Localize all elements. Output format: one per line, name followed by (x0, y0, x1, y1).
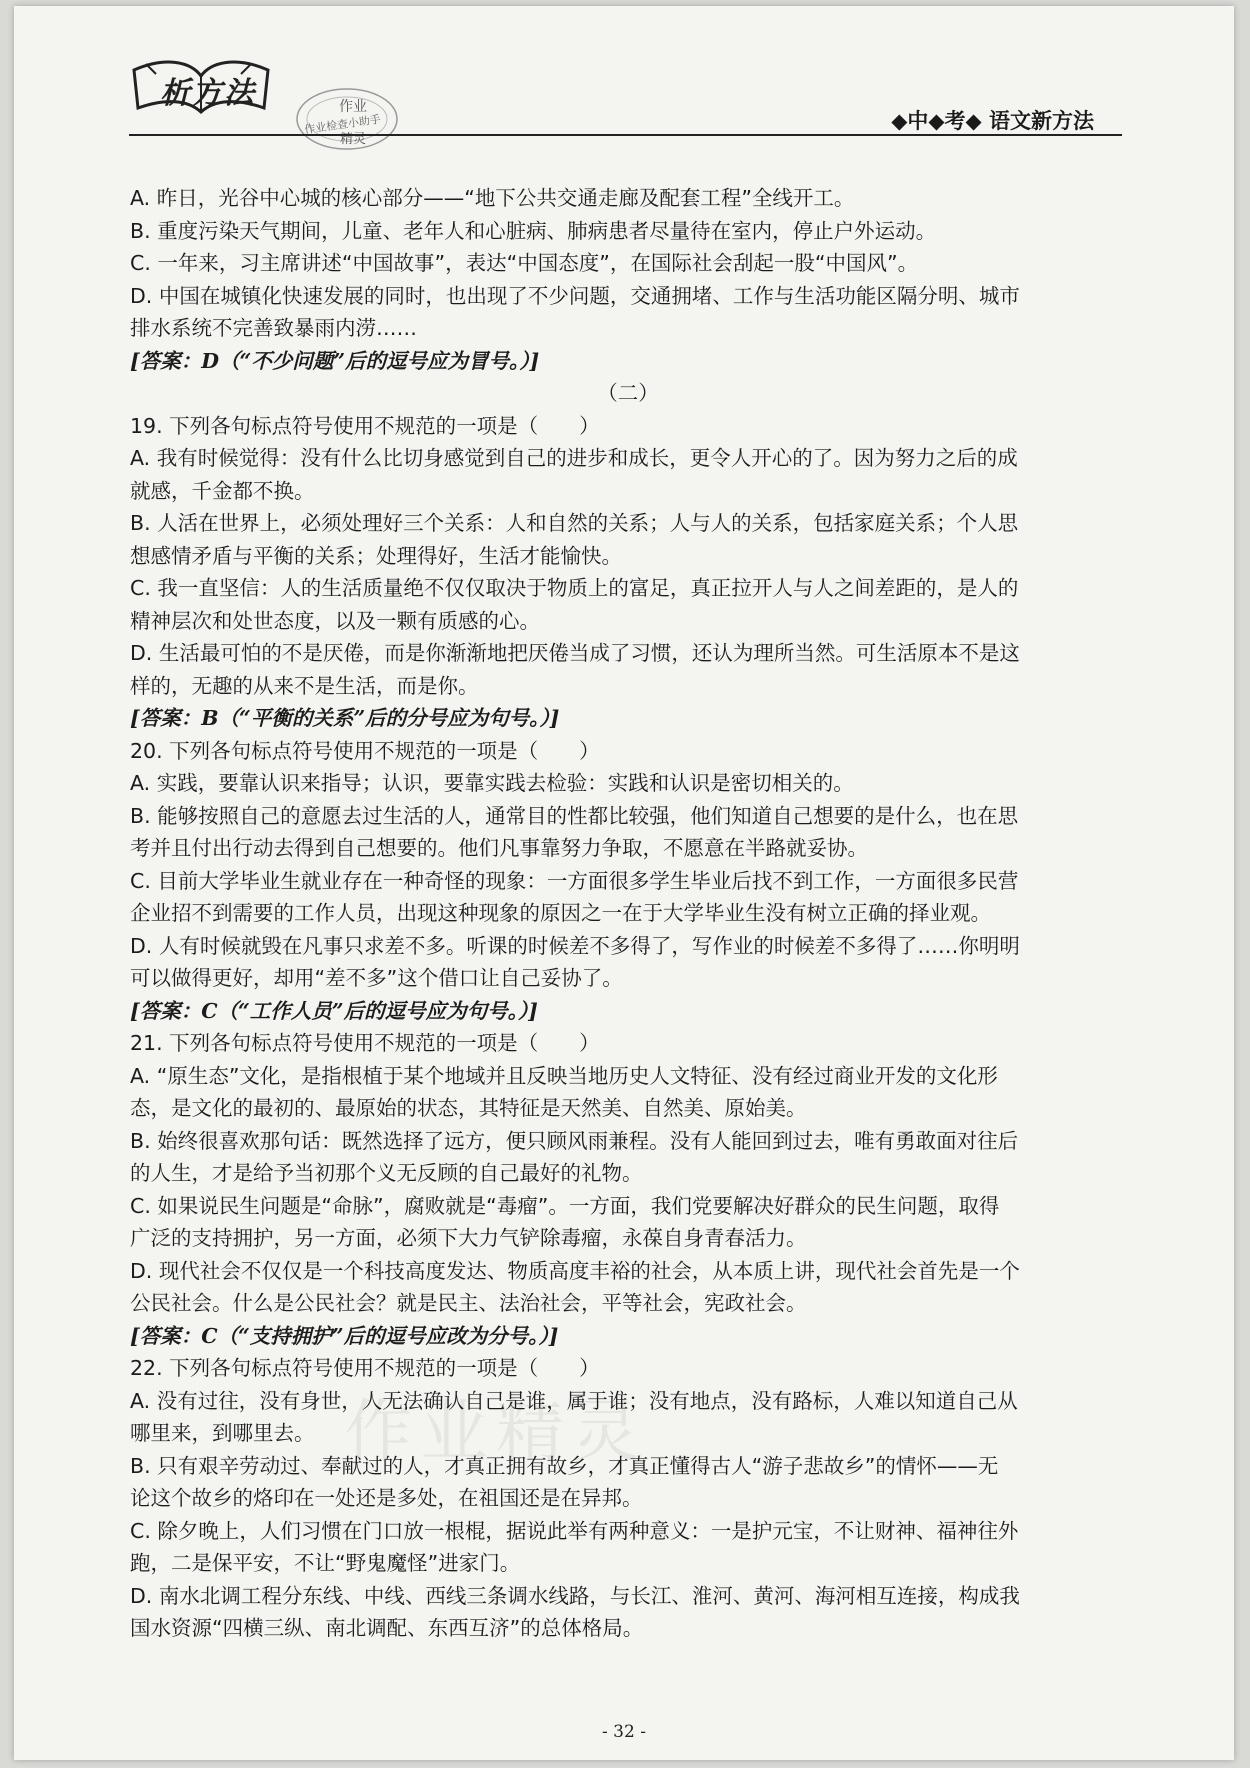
text-line: 的人生，才是给予当初那个义无反顾的自己最好的礼物。 (130, 1161, 643, 1185)
text-line: C. 如果说民生问题是“命脉”，腐败就是“毒瘤”。一方面，我们党要解决好群众的民生问题，取得 (130, 1193, 1000, 1218)
text-line: C. 除夕晚上，人们习惯在门口放一根棍，据说此举有两种意义：一是护元宝，不让财神、福神往外 (130, 1518, 1019, 1543)
text-line: 企业招不到需要的工作人员，出现这种现象的原因之一在于大学毕业生没有树立正确的择业观。 (130, 901, 991, 925)
text-line: 精神层次和处世态度，以及一颗有质感的心。 (130, 608, 540, 633)
text-line: A. 我有时候觉得：没有什么比切身感觉到自己的进步和成长，更令人开心的了。因为努力之后的成 (130, 446, 1018, 470)
answer-line: [答案：C（“工作人员”后的逗号应为句号。）] (130, 998, 538, 1023)
text-line: 论这个故乡的烙印在一处还是多处，在祖国还是在异邦。 (130, 1486, 643, 1510)
text-line: D. 中国在城镇化快速发展的同时，也出现了不少问题，交通拥堵、工作与生活功能区隔分明、城市 (130, 283, 1020, 308)
text-line: 国水资源“四横三纵、南北调配、东西互济”的总体格局。 (130, 1616, 644, 1640)
text-line: C. 我一直坚信：人的生活质量绝不仅仅取决于物质上的富足，真正拉开人与人之间差距的，是人的 (130, 576, 1019, 600)
text-line: A. 没有过往，没有身世，人无法确认自己是谁，属于谁；没有地点，没有路标，人难以知道自己从 (130, 1388, 1018, 1413)
stamp-side-text: 作业检查小助手 (303, 112, 382, 137)
logo-text: 析方法 (160, 76, 256, 111)
section-heading: （二） (597, 381, 659, 405)
text-line: D. 生活最可怕的不是厌倦，而是你渐渐地把厌倦当成了习惯，还认为理所当然。可生活原本不是这 (130, 641, 1020, 665)
text-line: 20. 下列各句标点符号使用不规范的一项是（ ） (130, 738, 600, 763)
text-line: 考并且付出行动去得到自己想要的。他们凡事靠努力争取，不愿意在半路就妥协。 (130, 836, 868, 860)
answer-line: [答案：D（“不少问题”后的逗号应为冒号。）] (130, 348, 540, 373)
text-line: 样的，无趣的从来不是生活，而是你。 (130, 673, 479, 698)
stamp-top-text: 作业 (339, 99, 367, 115)
text-line: B. 重度污染天气期间，儿童、老年人和心脏病、肺病患者尽量待在室内，停止户外运动。 (130, 218, 937, 243)
page-number: - 32 - (602, 1722, 646, 1742)
header-divider (129, 134, 1122, 136)
text-line: 跑，二是保平安，不让“野鬼魔怪”进家门。 (130, 1551, 521, 1575)
answer-line: [答案：C（“支持拥护”后的逗号应改为分号。）] (130, 1323, 559, 1348)
text-line: 想感情矛盾与平衡的关系；处理得好，生活才能愉快。 (130, 543, 622, 568)
text-line: B. 能够按照自己的意愿去过生活的人，通常目的性都比较强，他们知道自己想要的是什么，也在思 (130, 803, 1019, 828)
text-line: A. “原生态”文化，是指根植于某个地域并且反映当地历史人文特征、没有经过商业开发的文化形 (130, 1063, 998, 1088)
text-line: D. 现代社会不仅仅是一个科技高度发达、物质高度丰裕的社会，从本质上讲，现代社会首先是一个 (130, 1258, 1020, 1283)
text-line: 22. 下列各句标点符号使用不规范的一项是（ ） (130, 1356, 600, 1380)
text-line: D. 人有时候就毁在凡事只求差不多。听课的时候差不多得了，写作业的时候差不多得了……你明明 (130, 933, 1020, 958)
text-line: 态，是文化的最初的、最原始的状态，其特征是天然美、自然美、原始美。 (130, 1096, 807, 1120)
page-header (14, 6, 1234, 147)
stamp-bottom-text: 精灵 (340, 132, 367, 147)
text-line: 就感，千金都不换。 (130, 478, 315, 503)
text-line: 广泛的支持拥护，另一方面，必须下大力气铲除毒瘤，永葆自身青春活力。 (130, 1226, 807, 1250)
text-line: D. 南水北调工程分东线、中线、西线三条调水线路，与长江、淮河、黄河、海河相互连接，构成我 (130, 1583, 1020, 1608)
header-title: ◆中◆考◆ 语文新方法 (891, 109, 1094, 133)
text-line: 21. 下列各句标点符号使用不规范的一项是（ ） (130, 1031, 600, 1055)
text-line: B. 始终很喜欢那句话：既然选择了远方，便只顾风雨兼程。没有人能回到过去，唯有勇敢面对往后 (130, 1128, 1019, 1153)
text-line: 排水系统不完善致暴雨内涝…… (130, 316, 417, 340)
text-line: A. 昨日，光谷中心城的核心部分——“地下公共交通走廊及配套工程”全线开工。 (130, 186, 855, 210)
text-line: B. 只有艰辛劳动过、奉献过的人，才真正拥有故乡，才真正懂得古人“游子悲故乡”的情怀——无 (130, 1453, 999, 1478)
text-line: C. 一年来，习主席讲述“中国故事”，表达“中国态度”，在国际社会刮起一股“中国风”。 (130, 251, 919, 275)
text-line: 可以做得更好，却用“差不多”这个借口让自己妥协了。 (130, 966, 623, 990)
text-line: 公民社会。什么是公民社会？就是民主、法治社会，平等社会，宪政社会。 (130, 1291, 807, 1315)
answer-line: [答案：B（“平衡的关系”后的分号应为句号。）] (130, 706, 560, 730)
text-line: 19. 下列各句标点符号使用不规范的一项是（ ） (130, 413, 600, 438)
document-page (14, 6, 1234, 1760)
text-line: A. 实践，要靠认识来指导；认识，要靠实践去检验：实践和认识是密切相关的。 (130, 771, 854, 795)
text-line: B. 人活在世界上，必须处理好三个关系：人和自然的关系；人与人的关系，包括家庭关系；个人思 (130, 511, 1019, 535)
text-line: 哪里来，到哪里去。 (130, 1421, 315, 1445)
text-line: C. 目前大学毕业生就业存在一种奇怪的现象：一方面很多学生毕业后找不到工作，一方面很多民营 (130, 868, 1019, 893)
watermark-text: 作业精灵 (344, 1393, 649, 1472)
